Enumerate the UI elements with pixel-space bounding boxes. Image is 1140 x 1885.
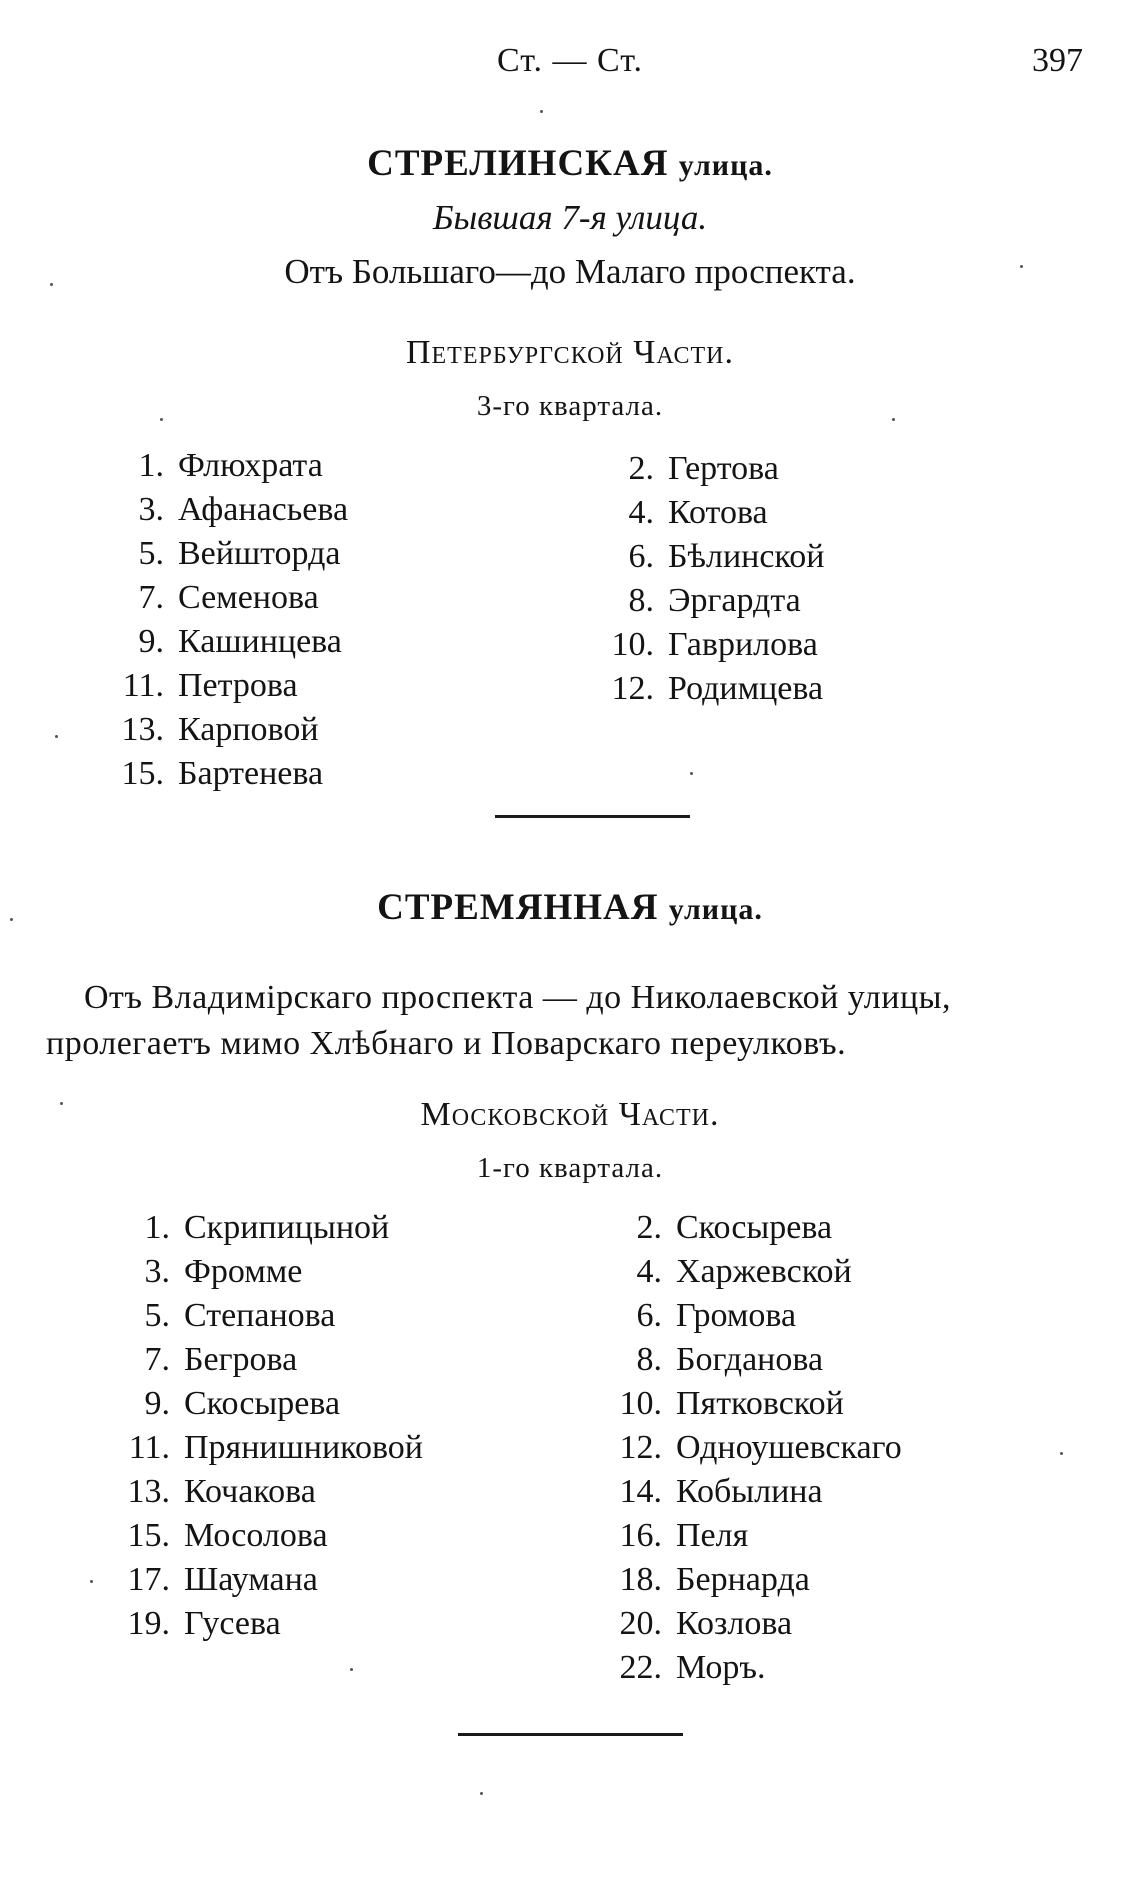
list-item [90, 1206, 389, 1250]
list-item [84, 444, 323, 488]
list-item [582, 1206, 832, 1250]
house-number: 20. [619, 1605, 662, 1642]
owner-name: Родимцева [668, 670, 824, 707]
list-item [84, 488, 348, 532]
owner-name: Эргардта [668, 582, 801, 619]
owner-name: Бѣлинской [668, 538, 825, 575]
house-number: 8. [636, 1341, 662, 1378]
page-number: 397 [1032, 42, 1083, 79]
owner-name: Пятковской [676, 1385, 844, 1422]
owner-name: Петрова [178, 667, 298, 704]
owner-name: Харжевской [676, 1253, 852, 1290]
list-item [84, 752, 323, 796]
scan-speck [350, 1668, 353, 1671]
list-item [582, 1250, 852, 1294]
list-item [582, 1646, 765, 1690]
house-number: 7. [144, 1341, 170, 1378]
district-heading: Петербургской Части. [405, 334, 735, 371]
street-title-2 [0, 886, 1140, 929]
list-item [84, 532, 341, 576]
list-item [582, 1514, 748, 1558]
scan-speck [60, 1102, 63, 1105]
list-item [90, 1338, 297, 1382]
house-number: 17. [127, 1561, 170, 1598]
list-item [582, 1294, 796, 1338]
owner-name: Одноушевскаго [676, 1429, 902, 1466]
house-number: 5. [144, 1297, 170, 1334]
owner-name: Флюхрата [178, 447, 323, 484]
house-number: 4. [628, 494, 654, 531]
house-number: 11. [122, 667, 164, 704]
list-item [574, 447, 779, 491]
list-item [574, 579, 801, 623]
list-item [90, 1602, 281, 1646]
list-item [582, 1558, 810, 1602]
house-number: 15. [121, 755, 164, 792]
street-title-1 [0, 142, 1140, 185]
section-divider [495, 815, 690, 818]
house-number: 3. [138, 491, 164, 528]
owner-name: Скосырева [184, 1385, 341, 1422]
house-number: 6. [628, 538, 654, 575]
house-number: 6. [636, 1297, 662, 1334]
house-number: 13. [127, 1473, 170, 1510]
owner-name: Скосырева [676, 1209, 833, 1246]
list-item [574, 623, 818, 667]
quarter-heading: 3-го квартала. [476, 390, 664, 422]
house-number: 18. [619, 1561, 662, 1598]
owner-name: Кочакова [184, 1473, 316, 1510]
house-number: 10. [619, 1385, 662, 1422]
scan-speck [1060, 1452, 1063, 1455]
quarter-heading: 1-го квартала. [476, 1152, 664, 1184]
street-type: улица. [678, 149, 773, 182]
owner-name: Козлова [676, 1605, 793, 1642]
owner-name: Шаумана [184, 1561, 318, 1598]
scan-speck [690, 772, 693, 775]
owner-name: Бегрова [184, 1341, 298, 1378]
scan-speck [892, 418, 895, 421]
owner-name: Кобылина [676, 1473, 823, 1510]
house-number: 7. [138, 579, 164, 616]
owner-name: Семенова [178, 579, 319, 616]
owner-name: Гертова [668, 450, 779, 487]
owner-name: Громова [676, 1297, 797, 1334]
owner-name: Гаврилова [668, 626, 818, 663]
house-number: 1. [144, 1209, 170, 1246]
list-item [90, 1382, 340, 1426]
list-item [84, 664, 298, 708]
owner-name: Мосолова [184, 1517, 328, 1554]
section-divider [458, 1733, 683, 1736]
owner-name: Гусева [184, 1605, 281, 1642]
house-number: 16. [619, 1517, 662, 1554]
list-item [90, 1426, 423, 1470]
district-heading: Московской Части. [420, 1096, 720, 1133]
list-item [90, 1250, 302, 1294]
list-item [582, 1338, 823, 1382]
street-description: Отъ Большаго—до Малаго проспекта. [284, 252, 856, 291]
street-description-line-1: Отъ Владимірскаго проспекта — до Николаевской улицы, [84, 979, 952, 1016]
house-number: 13. [121, 711, 164, 748]
owner-name: Кашинцева [178, 623, 342, 660]
house-number: 9. [144, 1385, 170, 1422]
house-number: 1. [138, 447, 164, 484]
list-item [90, 1294, 335, 1338]
house-number: 4. [636, 1253, 662, 1290]
house-number: 5. [138, 535, 164, 572]
owner-name: Моръ. [676, 1649, 766, 1686]
house-number: 14. [619, 1473, 662, 1510]
house-number: 2. [628, 450, 654, 487]
list-item [84, 708, 319, 752]
list-item [574, 491, 768, 535]
list-item [582, 1382, 844, 1426]
house-number: 19. [127, 1605, 170, 1642]
house-number: 2. [636, 1209, 662, 1246]
street-name: СТРЕМЯННАЯ [377, 887, 659, 928]
scan-speck [55, 735, 58, 738]
house-number: 22. [619, 1649, 662, 1686]
scan-speck [540, 110, 543, 113]
scan-speck [1020, 265, 1023, 268]
former-name: Бывшая 7-я улица. [432, 198, 708, 237]
owner-name: Богданова [676, 1341, 824, 1378]
house-number: 10. [611, 626, 654, 663]
owner-name: Афанасьева [178, 491, 349, 528]
owner-name: Скрипицыной [184, 1209, 390, 1246]
owner-name: Фромме [184, 1253, 303, 1290]
running-head: Ст. — Ст. [496, 42, 644, 79]
owner-name: Прянишниковой [184, 1429, 423, 1466]
owner-name: Бернарда [676, 1561, 810, 1598]
list-item [582, 1602, 792, 1646]
street-name: СТРЕЛИНСКАЯ [367, 143, 669, 184]
house-number: 12. [611, 670, 654, 707]
list-item [84, 576, 319, 620]
list-item [84, 620, 342, 664]
owner-name: Пеля [676, 1517, 749, 1554]
owner-name: Степанова [184, 1297, 336, 1334]
list-item [90, 1558, 318, 1602]
list-item [582, 1470, 823, 1514]
list-item [90, 1470, 316, 1514]
scan-speck [10, 918, 13, 921]
house-number: 11. [128, 1429, 170, 1466]
house-number: 15. [127, 1517, 170, 1554]
house-number: 9. [138, 623, 164, 660]
scan-speck [160, 418, 163, 421]
list-item [574, 667, 823, 711]
list-item [90, 1514, 328, 1558]
street-description-line-2: пролегаетъ мимо Хлѣбнаго и Поварскаго переулковъ. [46, 1025, 847, 1062]
list-item [582, 1426, 902, 1470]
scan-speck [50, 283, 53, 286]
owner-name: Вейшторда [178, 535, 341, 572]
list-item [574, 535, 824, 579]
house-number: 8. [628, 582, 654, 619]
house-number: 3. [144, 1253, 170, 1290]
street-type: улица. [668, 893, 763, 926]
scan-speck [90, 1580, 93, 1583]
scan-speck [480, 1792, 483, 1795]
owner-name: Карповой [178, 711, 319, 748]
owner-name: Котова [668, 494, 768, 531]
owner-name: Бартенева [178, 755, 324, 792]
house-number: 12. [619, 1429, 662, 1466]
